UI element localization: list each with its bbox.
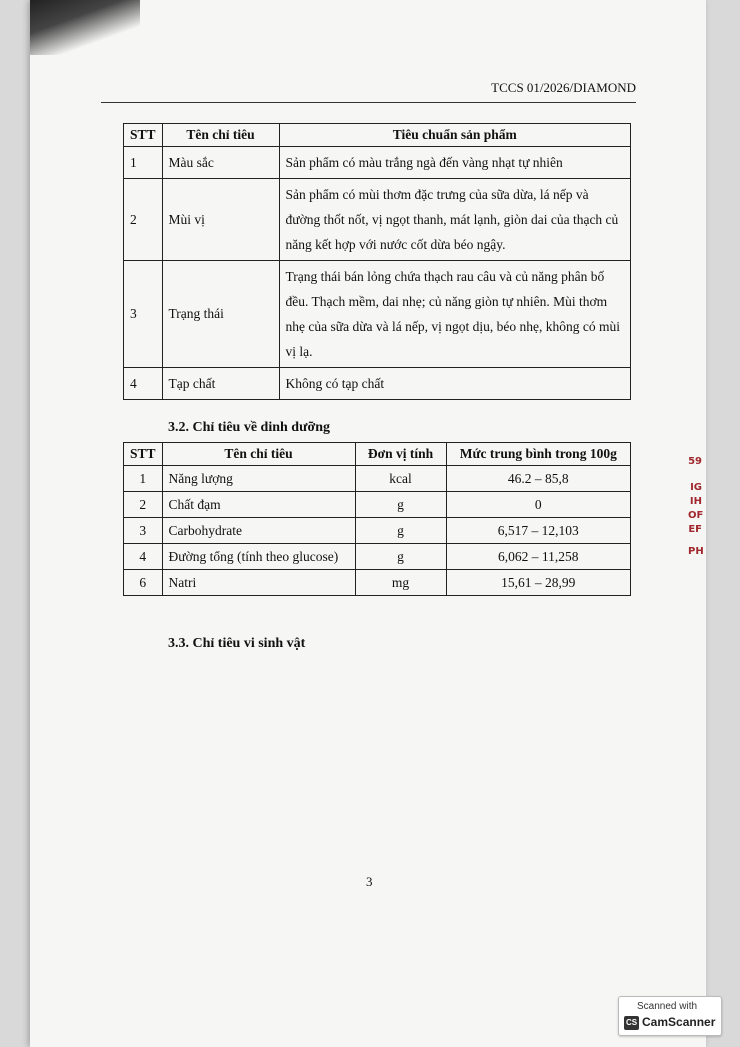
row-criterion: Màu sắc (162, 147, 279, 179)
row-stt: 3 (124, 518, 163, 544)
table-row (124, 368, 631, 400)
row-value: 0 (446, 492, 630, 518)
nutrition-table (123, 442, 631, 596)
scanned-with-label: Scanned with (637, 1001, 698, 1012)
row-unit: g (355, 492, 446, 518)
camscanner-name: CamScanner (642, 1015, 716, 1029)
row-criterion: Năng lượng (162, 466, 355, 492)
row-stt: 4 (124, 368, 163, 400)
header-average: Mức trung bình trong 100g (446, 443, 630, 466)
row-value: 15,61 – 28,99 (446, 570, 630, 596)
header-standard: Tiêu chuẩn sản phẩm (279, 124, 630, 147)
row-standard: Trạng thái bán lỏng chứa thạch rau câu và củ năng phân bố đều. Thạch mềm, dai nhẹ; củ năng giòn tự nhiên. Mùi thơm nhẹ của sữa dừa và lá nếp, vị ngọt dịu, béo nhẹ, không có mùi vị lạ. (279, 261, 630, 368)
row-standard: Không có tạp chất (279, 368, 630, 400)
header-unit: Đơn vị tính (355, 443, 446, 466)
row-criterion: Đường tổng (tính theo glucose) (162, 544, 355, 570)
row-criterion: Trạng thái (162, 261, 279, 368)
table-row (124, 518, 631, 544)
row-criterion: Natri (162, 570, 355, 596)
stamp-text: PH (688, 546, 704, 557)
camscanner-logo-icon: CS (624, 1016, 639, 1030)
row-stt: 1 (124, 466, 163, 492)
section-title-microbiology: 3.3. Chỉ tiêu vi sinh vật (168, 636, 306, 651)
table-row (124, 570, 631, 596)
row-unit: mg (355, 570, 446, 596)
row-criterion: Tạp chất (162, 368, 279, 400)
row-stt: 4 (124, 544, 163, 570)
row-stt: 6 (124, 570, 163, 596)
header-stt: STT (124, 443, 163, 466)
table-row (124, 466, 631, 492)
row-stt: 3 (124, 261, 163, 368)
camscanner-badge (618, 996, 722, 1036)
row-value: 6,062 – 11,258 (446, 544, 630, 570)
header-criterion: Tên chỉ tiêu (162, 124, 279, 147)
row-criterion: Mùi vị (162, 179, 279, 261)
table-row (124, 147, 631, 179)
row-criterion: Carbohydrate (162, 518, 355, 544)
scan-corner-shadow (30, 0, 140, 55)
row-stt: 2 (124, 179, 163, 261)
row-stt: 1 (124, 147, 163, 179)
document-code: TCCS 01/2026/DIAMOND (491, 80, 636, 95)
stamp-text: IH (689, 496, 702, 507)
section-title-nutrition: 3.2. Chỉ tiêu về dinh dưỡng (168, 420, 331, 435)
stamp-text: OF (688, 510, 704, 521)
header-stt: STT (124, 124, 163, 147)
header-criterion: Tên chỉ tiêu (162, 443, 355, 466)
row-value: 6,517 – 12,103 (446, 518, 630, 544)
table-header-row (124, 443, 631, 466)
page-number: 3 (366, 874, 373, 889)
row-unit: g (355, 518, 446, 544)
row-criterion: Chất đạm (162, 492, 355, 518)
stamp-text: IG (690, 482, 702, 493)
header-divider (101, 102, 636, 103)
row-stt: 2 (124, 492, 163, 518)
red-stamp-fragment (688, 455, 702, 559)
sensory-criteria-table (123, 123, 631, 400)
table-row (124, 179, 631, 261)
stamp-text: 59 (688, 456, 702, 467)
table-header-row (124, 124, 631, 147)
table-row (124, 544, 631, 570)
row-value: 46.2 – 85,8 (446, 466, 630, 492)
row-unit: kcal (355, 466, 446, 492)
row-standard: Sản phẩm có mùi thơm đặc trưng của sữa dừa, lá nếp và đường thốt nốt, vị ngọt thanh, mát lạnh, giòn dai của thạch củ năng kết hợp với nước cốt dừa béo ngậy. (279, 179, 630, 261)
row-standard: Sản phẩm có màu trắng ngà đến vàng nhạt tự nhiên (279, 147, 630, 179)
table-row (124, 492, 631, 518)
stamp-text: EF (688, 524, 702, 535)
row-unit: g (355, 544, 446, 570)
table-row (124, 261, 631, 368)
